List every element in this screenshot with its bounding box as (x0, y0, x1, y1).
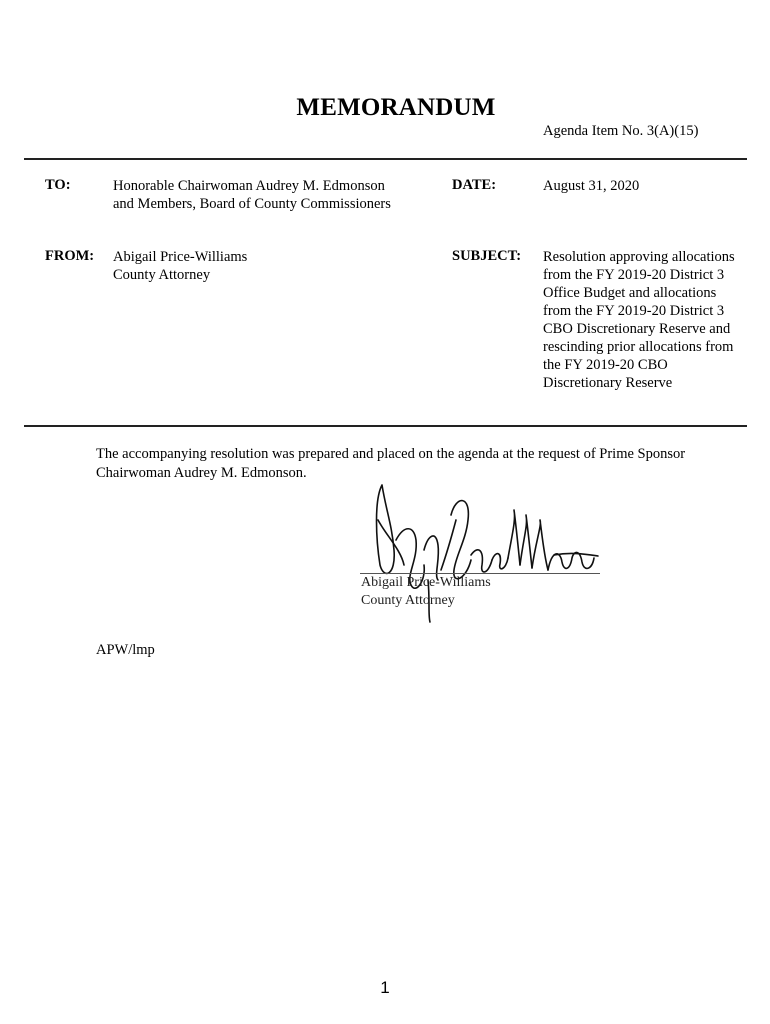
signer-name: Abigail Price-Williams (361, 575, 491, 590)
from-label: FROM: (45, 248, 95, 264)
date-label: DATE: (452, 177, 497, 193)
subject-line: from the FY 2019-20 District 3 (543, 267, 725, 283)
subject-line: CBO Discretionary Reserve and (543, 321, 731, 337)
signer-title: County Attorney (361, 593, 455, 608)
to-line-2: and Members, Board of County Commissioners (113, 196, 391, 212)
subject-label: SUBJECT: (452, 248, 522, 264)
signature-block (361, 574, 491, 610)
header-divider (24, 158, 747, 160)
page-number: 1 (380, 978, 390, 997)
subject-line: Resolution approving allocations (543, 249, 735, 265)
body-divider (24, 425, 747, 427)
agenda-item-number: Agenda Item No. 3(A)(15) (543, 123, 699, 139)
to-line-1: Honorable Chairwoman Audrey M. Edmonson (113, 178, 385, 194)
date-value: August 31, 2020 (543, 178, 640, 194)
from-sender (113, 248, 247, 284)
subject-line: Discretionary Reserve (543, 375, 673, 391)
from-line-2: County Attorney (113, 267, 211, 283)
subject-line: rescinding prior allocations from (543, 339, 734, 355)
subject-text (543, 248, 735, 392)
subject-line: from the FY 2019-20 District 3 (543, 303, 725, 319)
to-recipient (113, 177, 391, 213)
memo-body (96, 445, 736, 483)
from-line-1: Abigail Price-Williams (113, 249, 248, 265)
subject-line: Office Budget and allocations (543, 285, 717, 301)
subject-line: the FY 2019-20 CBO (543, 357, 668, 373)
reference-initials: APW/lmp (96, 642, 155, 658)
to-label: TO: (45, 177, 71, 193)
memo-title: MEMORANDUM (296, 94, 496, 121)
body-line-2: Chairwoman Audrey M. Edmonson. (96, 465, 307, 481)
body-line-1: The accompanying resolution was prepared and placed on the agenda at the request of Prime Sponsor (96, 446, 686, 462)
